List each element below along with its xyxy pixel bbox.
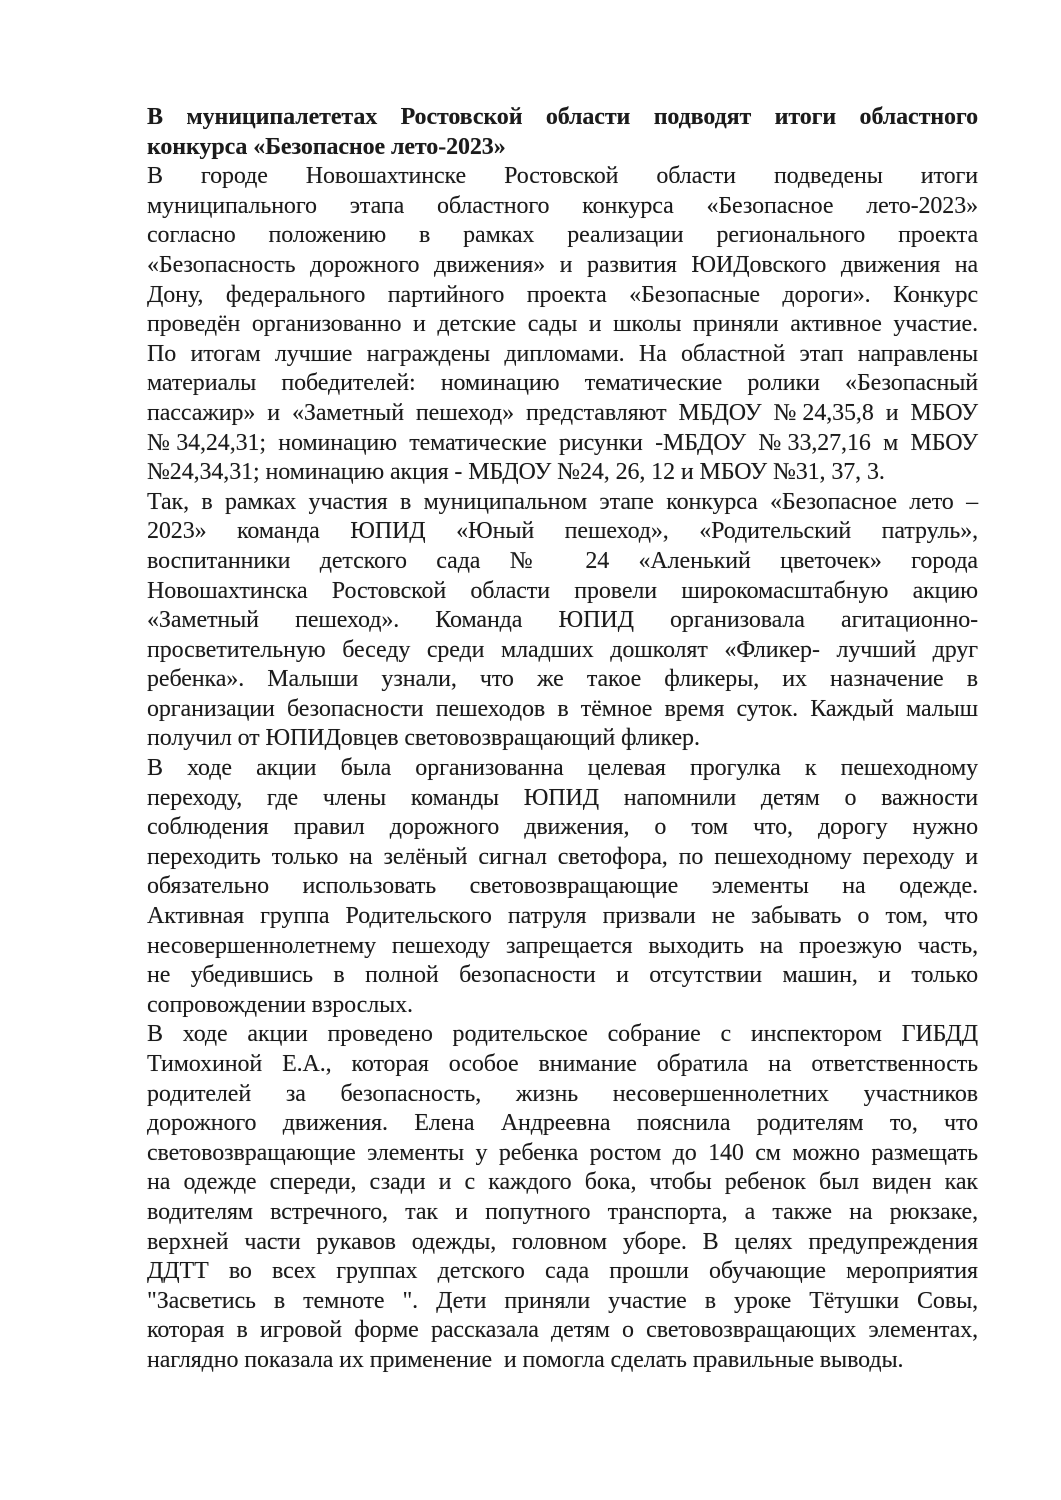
text-line: №34,24,31; номинацию тематические рисунки -МБДОУ №33,27,16 м МБОУ — [147, 429, 978, 456]
document-content — [147, 103, 978, 1376]
text-line: ребенка». Малыши узнали, что же такое фликеры, их назначение в — [147, 666, 978, 693]
text-line: «Безопасность дорожного движения» и развития ЮИДовского движения на — [147, 251, 978, 278]
document-paragraph-2 — [147, 488, 978, 754]
text-line: переходить только на зелёный сигнал светофора, по пешеходному переходу и — [147, 843, 978, 870]
text-line: В ходе акции проведено родительское собрание с инспектором ГИБДД — [147, 1021, 978, 1048]
text-line: согласно положению в рамках реализации регионального проекта — [147, 222, 978, 249]
text-line: «Заметный пешеход». Команда ЮПИД организовала агитационно- — [147, 607, 978, 634]
text-line: воспитанники детского сада № 24 «Аленький цветочек» города — [147, 547, 978, 574]
text-line: организации безопасности пешеходов в тёмное время суток. Каждый малыш — [147, 695, 978, 722]
text-line: №24,34,31; номинацию акция - МБДОУ №24, 26, 12 и МБОУ №31, 37, 3. — [147, 459, 885, 486]
text-line: ДДТТ во всех группах детского сада прошли обучающие мероприятия — [147, 1258, 978, 1285]
text-line: родителей за безопасность, жизнь несовершеннолетних участников — [147, 1080, 978, 1107]
document-paragraph-3 — [147, 754, 978, 1020]
text-line: верхней части рукавов одежды, головном уборе. В целях предупреждения — [147, 1228, 978, 1255]
text-line: световозвращающие элементы у ребенка ростом до 140 см можно размещать — [147, 1139, 978, 1166]
text-line: 2023» команда ЮПИД «Юный пешеход», «Родительский патруль», — [147, 518, 978, 545]
text-line: соблюдения правил дорожного движения, о том что, дорогу нужно — [147, 814, 978, 841]
text-line: Так, в рамках участия в муниципальном этапе конкурса «Безопасное лето – — [147, 488, 978, 515]
text-line: дорожного движения. Елена Андреевна пояснила родителям то, что — [147, 1110, 978, 1137]
document-paragraph-1 — [147, 162, 978, 488]
text-line: обязательно использовать световозвращающие элементы на одежде. — [147, 873, 978, 900]
text-line: Новошахтинска Ростовской области провели широкомасштабную акцию — [147, 577, 978, 604]
text-line: "Засветись в темноте ". Дети приняли участие в уроке Тётушки Совы, — [147, 1287, 978, 1314]
text-line: получил от ЮПИДовцев световозвращающий фликер. — [147, 725, 700, 752]
document-paragraph-4 — [147, 1020, 978, 1375]
text-line: сопровождении взрослых. — [147, 991, 413, 1018]
text-line: В городе Новошахтинске Ростовской области подведены итоги — [147, 163, 978, 190]
text-line: на одежде спереди, сзади и с каждого бока, чтобы ребенок был виден как — [147, 1169, 978, 1196]
text-line: проведён организованно и детские сады и школы приняли активное участие. — [147, 311, 978, 338]
text-line: водителям встречного, так и попутного транспорта, а также на рюкзаке, — [147, 1198, 978, 1225]
text-line: не убедившись в полной безопасности и отсутствии машин, и только — [147, 962, 978, 989]
text-line: пассажир» и «Заметный пешеход» представляют МБДОУ №24,35,8 и МБОУ — [147, 399, 978, 426]
text-line: наглядно показала их применение и помогла сделать правильные выводы. — [147, 1346, 904, 1373]
text-line: переходу, где члены команды ЮПИД напомнили детям о важности — [147, 784, 978, 811]
text-line: Дону, федерального партийного проекта «Безопасные дороги». Конкурс — [147, 281, 978, 308]
text-line: просветительную беседу среди младших дошколят «Фликер- лучший друг — [147, 636, 978, 663]
text-line: несовершеннолетнему пешеходу запрещается выходить на проезжую часть, — [147, 932, 978, 959]
text-line: которая в игровой форме рассказала детям о световозвращающих элементах, — [147, 1317, 978, 1344]
text-line: Тимохиной Е.А., которая особое внимание обратила на ответственность — [147, 1051, 978, 1077]
text-line: В ходе акции была организованна целевая прогулка к пешеходному — [147, 755, 978, 782]
text-line: конкурса «Безопасное лето-2023» — [147, 133, 506, 160]
text-line: муниципального этапа областного конкурса «Безопасное лето-2023» — [147, 192, 978, 219]
text-line: материалы победителей: номинацию тематические ролики «Безопасный — [147, 370, 978, 397]
text-line: В муниципалететах Ростовской области подводят итоги областного — [147, 104, 978, 130]
text-line: По итогам лучшие награждены дипломами. На областной этап направлены — [147, 340, 978, 367]
document-heading — [147, 103, 978, 162]
text-line: Активная группа Родительского патруля призвали не забывать о том, что — [147, 903, 978, 930]
